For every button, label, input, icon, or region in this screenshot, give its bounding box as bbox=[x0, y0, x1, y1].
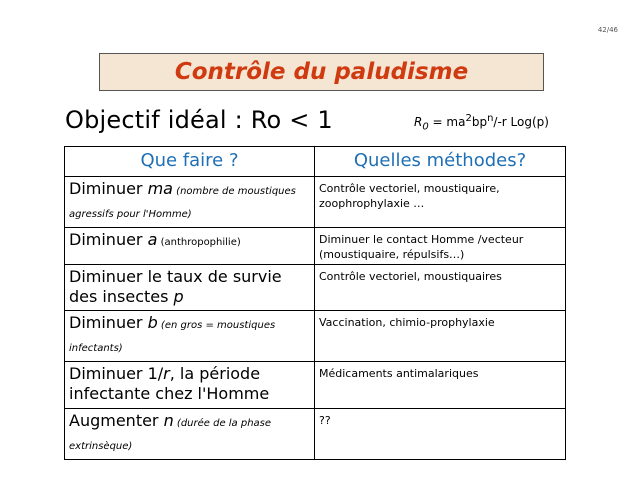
action-cell bbox=[65, 409, 315, 460]
action-main: Diminuer bbox=[69, 230, 148, 249]
action-note: (anthropophilie) bbox=[157, 237, 241, 248]
method-cell: ?? bbox=[315, 409, 566, 460]
action-main: Diminuer le taux de survie des insectes bbox=[69, 267, 282, 306]
method-cell: Vaccination, chimio-prophylaxie bbox=[315, 311, 566, 362]
action-var: r bbox=[163, 364, 170, 383]
table-header-row bbox=[65, 147, 566, 177]
formula-sup1: 2 bbox=[465, 113, 472, 124]
title-banner bbox=[99, 53, 544, 91]
action-note: , la période infectante chez l'Homme bbox=[69, 364, 270, 403]
objective-text: Objectif idéal : Ro < 1 bbox=[65, 106, 333, 134]
action-cell bbox=[65, 265, 315, 311]
action-cell bbox=[65, 177, 315, 228]
action-cell bbox=[65, 311, 315, 362]
method-cell: Diminuer le contact Homme /vecteur (moustiquaire, répulsifs…) bbox=[315, 228, 566, 265]
formula-eq: = ma bbox=[428, 115, 466, 129]
formula-r: R bbox=[414, 115, 423, 129]
formula-sup2: n bbox=[487, 113, 494, 124]
table-row bbox=[65, 228, 566, 265]
slide-title: Contrôle du paludisme bbox=[174, 59, 469, 85]
formula-tail: /-r Log(p) bbox=[493, 115, 549, 129]
method-cell: Contrôle vectoriel, moustiquaires bbox=[315, 265, 566, 311]
control-table bbox=[64, 146, 566, 460]
action-main: Diminuer bbox=[69, 179, 148, 198]
method-cell: Médicaments antimalariques bbox=[315, 362, 566, 409]
method-cell: Contrôle vectoriel, moustiquaire, zoophrophylaxie … bbox=[315, 177, 566, 228]
page-number: 42/46 bbox=[597, 26, 618, 34]
table-row bbox=[65, 265, 566, 311]
table-row bbox=[65, 362, 566, 409]
action-main: Augmenter bbox=[69, 411, 164, 430]
table-row bbox=[65, 177, 566, 228]
header-methods: Quelles méthodes? bbox=[315, 147, 566, 177]
action-var: a bbox=[147, 230, 158, 249]
action-main: Diminuer bbox=[69, 313, 148, 332]
table-row bbox=[65, 409, 566, 460]
header-what-to-do: Que faire ? bbox=[65, 147, 315, 177]
action-note: (nombre de moustiques agressifs pour l'Homme) bbox=[69, 186, 296, 220]
action-note: (durée de la phase extrinsèque) bbox=[69, 418, 272, 452]
action-cell bbox=[65, 362, 315, 409]
action-var: ma bbox=[147, 179, 173, 198]
table-row bbox=[65, 311, 566, 362]
r0-formula bbox=[414, 113, 549, 132]
action-main: Diminuer 1/ bbox=[69, 364, 164, 383]
action-var: p bbox=[173, 287, 184, 306]
formula-sub: 0 bbox=[422, 121, 429, 133]
action-var: n bbox=[163, 411, 174, 430]
action-cell bbox=[65, 228, 315, 265]
action-note: (en gros = moustiques infectants) bbox=[69, 320, 276, 354]
formula-mid: bp bbox=[471, 115, 488, 129]
action-var: b bbox=[147, 313, 158, 332]
